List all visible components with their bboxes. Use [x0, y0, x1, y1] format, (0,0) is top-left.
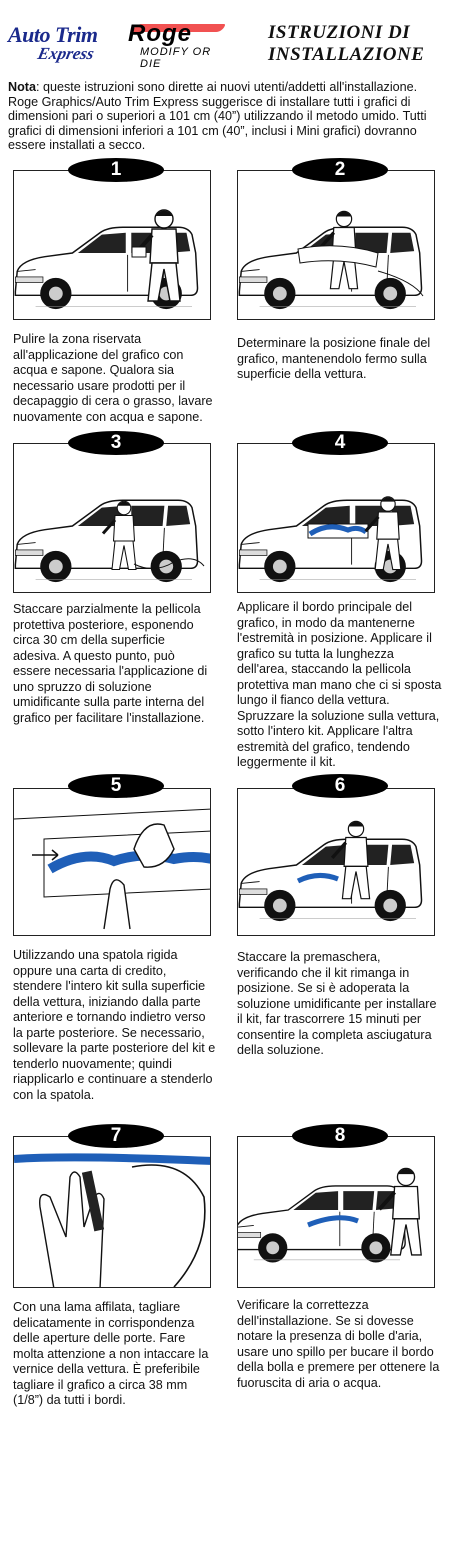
step-3-number-badge: 3 — [68, 431, 164, 455]
auto-trim-express-logo — [8, 24, 116, 64]
note-text: : queste istruzioni sono dirette ai nuovi utenti/addetti all'installazione. Roge Graphics/Auto Trim Express suggerisce di installare tutti i grafici di dimensioni pari o superiori a 101 cm (40”) utilizzando il metodo umido. Tutti grafici di dimensioni inferiori a 101 cm (40”, inclusi i Mini grafici) dovranno essere installati a secco. — [8, 80, 427, 153]
step-5-text: Utilizzando una spatola rigida oppure una carta di credito, stendere l'intero kit sulla superficie della vettura, iniziando dalla parte anteriore e tornando indietro verso la parte posteriore. Se necessario, sollevare la parte posteriore del kit e tenderlo nuovamente; quindi riapplicarlo e continuare a stenderlo con la spatola. — [13, 948, 216, 1102]
intro-note — [8, 80, 442, 153]
step-2-text: Determinare la posizione finale del grafico, mantenendolo fermo sulla superficie della vettura. — [237, 336, 431, 381]
step-4-number-badge: 4 — [292, 431, 388, 455]
page-title-line1: ISTRUZIONI DI — [268, 22, 411, 43]
step-1-number-badge: 1 — [68, 158, 164, 182]
logo-auto-trim-text: Auto Trim — [8, 22, 98, 47]
step-3-illustration — [13, 443, 211, 593]
step-7-illustration — [13, 1136, 211, 1288]
logo-roge-text: Roge — [128, 20, 192, 47]
step-1-illustration — [13, 170, 211, 320]
step-7-number-badge: 7 — [68, 1124, 164, 1148]
step-4-illustration — [237, 443, 435, 593]
roge-logo — [128, 20, 228, 70]
step-6-text: Staccare la premaschera, verificando che il kit rimanga in posizione. Se si è adoperata la soluzione umidificante per installare il kit, far trascorrere 15 minuti per consentire la completa asciugatura della soluzione. — [237, 950, 437, 1057]
logo-express-text: Express — [36, 44, 96, 63]
page-title-line2: INSTALLAZIONE — [268, 44, 425, 65]
logo-roge-tagline: MODIFY OR DIE — [140, 46, 212, 70]
step-4-text: Applicare il bordo principale del grafico, in modo da mantenerne l'estremità in posizione. Applicare il grafico su tutta la lunghezza dell'area, staccando la pellicola protettiva man mano che ci si sposta lungo il fianco della vettura. Spruzzare la soluzione sulla vettura, sotto l'intero kit. Applicare l'altra estremità del grafico, tendendo leggermente il kit. — [237, 600, 442, 769]
step-6-illustration — [237, 788, 435, 936]
step-6-number-badge: 6 — [292, 774, 388, 798]
step-1-text: Pulire la zona riservata all'applicazione del grafico con acqua e sapone. Qualora sia necessario usare prodotti per il decapaggio di cera o grasso, lavare nuovamente con acqua e sapone. — [13, 332, 213, 424]
step-8-number-badge: 8 — [292, 1124, 388, 1148]
step-2-number-badge: 2 — [292, 158, 388, 182]
step-5-number-badge: 5 — [68, 774, 164, 798]
step-7-text: Con una lama affilata, tagliare delicatamente in corrispondenza delle aperture delle porte. Fare molta attenzione a non intaccare la vernice della vettura. È preferibile tagliare il grafico a circa 38 mm (1/8”) da tutti i bordi. — [13, 1300, 209, 1407]
step-8-illustration — [237, 1136, 435, 1288]
page-title — [268, 22, 444, 66]
step-3-text: Staccare parzialmente la pellicola protettiva posteriore, esponendo circa 30 cm della superficie adesiva. A questo punto, può essere necessaria l'applicazione di uno spruzzo di soluzione umidificante sulla parte interna del grafico per facilitare l'installazione. — [13, 602, 208, 725]
note-label: Nota — [8, 80, 36, 94]
step-5-illustration — [13, 788, 211, 936]
step-2-illustration — [237, 170, 435, 320]
step-8-text: Verificare la correttezza dell'installazione. Se si dovesse notare la presenza di bolle d'aria, usare uno spillo per bucare il bordo della bolla e premere per ottenere la fuoruscita di aria o acqua. — [237, 1298, 440, 1390]
